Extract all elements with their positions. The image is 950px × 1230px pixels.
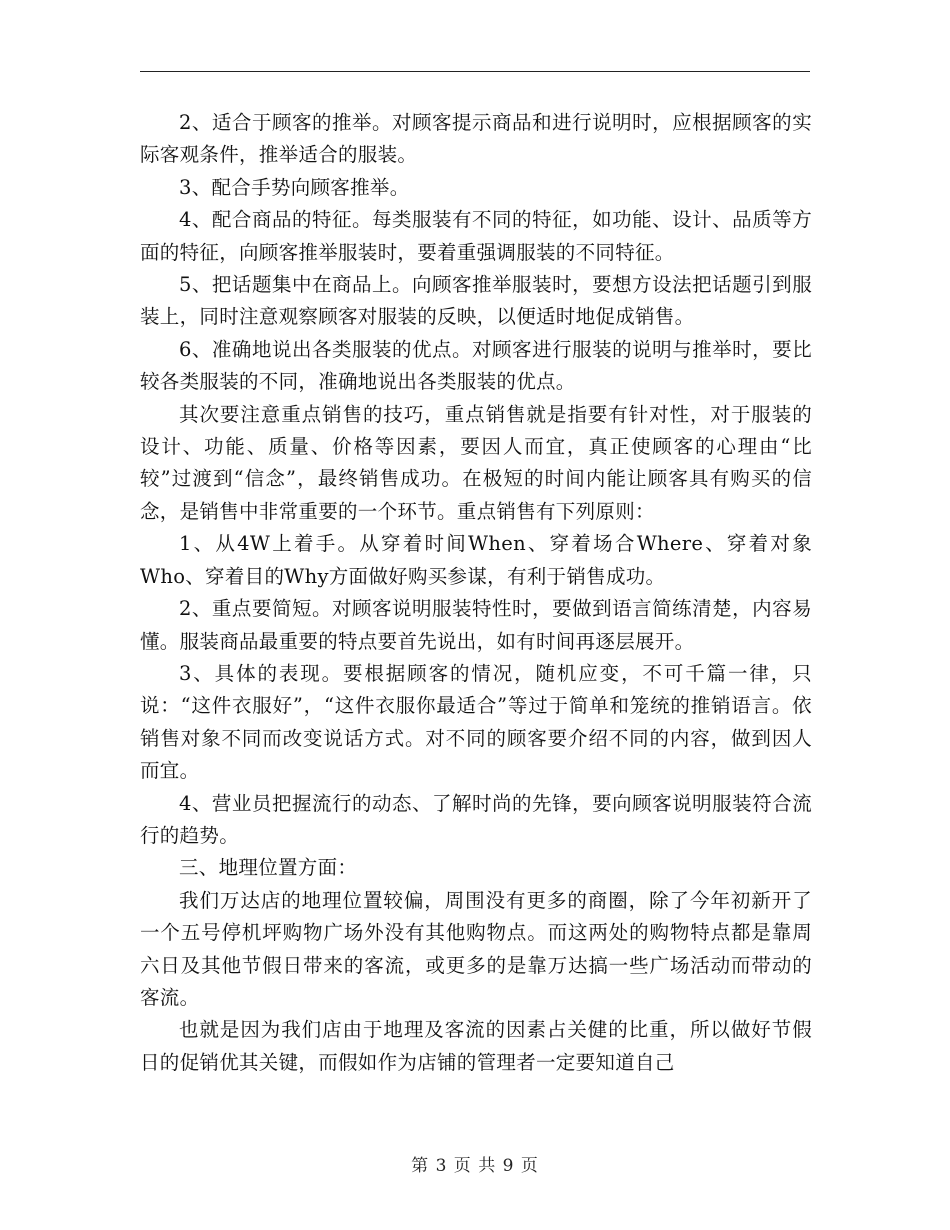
paragraph: 也就是因为我们店由于地理及客流的因素占关健的比重，所以做好节假日的促销优其关键，而假如作为店铺的管理者一定要知道自己: [140, 1018, 812, 1074]
paragraph: 2、重点要简短。对顾客说明服装特性时，要做到语言简练清楚，内容易懂。服装商品最重要的特点要首先说出，如有时间再逐层展开。: [140, 597, 812, 653]
header-rule: [140, 71, 810, 72]
paragraph: 3、具体的表现。要根据顾客的情况，随机应变，不可千篇一律，只说：“这件衣服好”，“这件衣服你最适合”等过于简单和笼统的推销语言。依销售对象不同而改变说话方式。对不同的顾客要介绍不同的内容，做到因人而宜。: [140, 661, 812, 783]
paragraph: 6、准确地说出各类服装的优点。对顾客进行服装的说明与推举时，要比较各类服装的不同，准确地说出各类服装的优点。: [140, 337, 812, 394]
paragraph: 4、配合商品的特征。每类服装有不同的特征，如功能、设计、品质等方面的特征，向顾客推举服装时，要着重强调服装的不同特征。: [140, 208, 812, 264]
document-body: [140, 107, 812, 1079]
paragraph: 其次要注意重点销售的技巧，重点销售就是指要有针对性，对于服装的设计、功能、质量、价格等因素，要因人而宜，真正使顾客的心理由“比较”过渡到“信念”，最终销售成功。在极短的时间内能让顾客具有购买的信念，是销售中非常重要的一个环节。重点销售有下列原则：: [140, 402, 812, 523]
paragraph: 5、把话题集中在商品上。向顾客推举服装时，要想方设法把话题引到服装上，同时注意观察顾客对服装的反映，以便适时地促成销售。: [140, 273, 812, 329]
page-number-footer: 第 3 页 共 9 页: [411, 1156, 539, 1176]
paragraph: 2、适合于顾客的推举。对顾客提示商品和进行说明时，应根据顾客的实际客观条件，推举适合的服装。: [140, 111, 812, 167]
paragraph: 1、从4W上着手。从穿着时间When、穿着场合Where、穿着对象Who、穿着目的Why方面做好购买参谋，有利于销售成功。: [140, 532, 812, 588]
paragraph: 4、营业员把握流行的动态、了解时尚的先锋，要向顾客说明服装符合流行的趋势。: [140, 791, 812, 847]
section-heading: 三、地理位置方面：: [179, 856, 358, 880]
paragraph: 3、配合手势向顾客推举。: [179, 175, 410, 199]
paragraph: 我们万达店的地理位置较偏，周围没有更多的商圈，除了今年初新开了一个五号停机坪购物广场外没有其他购物点。而这两处的购物特点都是靠周六日及其他节假日带来的客流，或更多的是靠万达搞一些广场活动而带动的客流。: [140, 888, 812, 1009]
